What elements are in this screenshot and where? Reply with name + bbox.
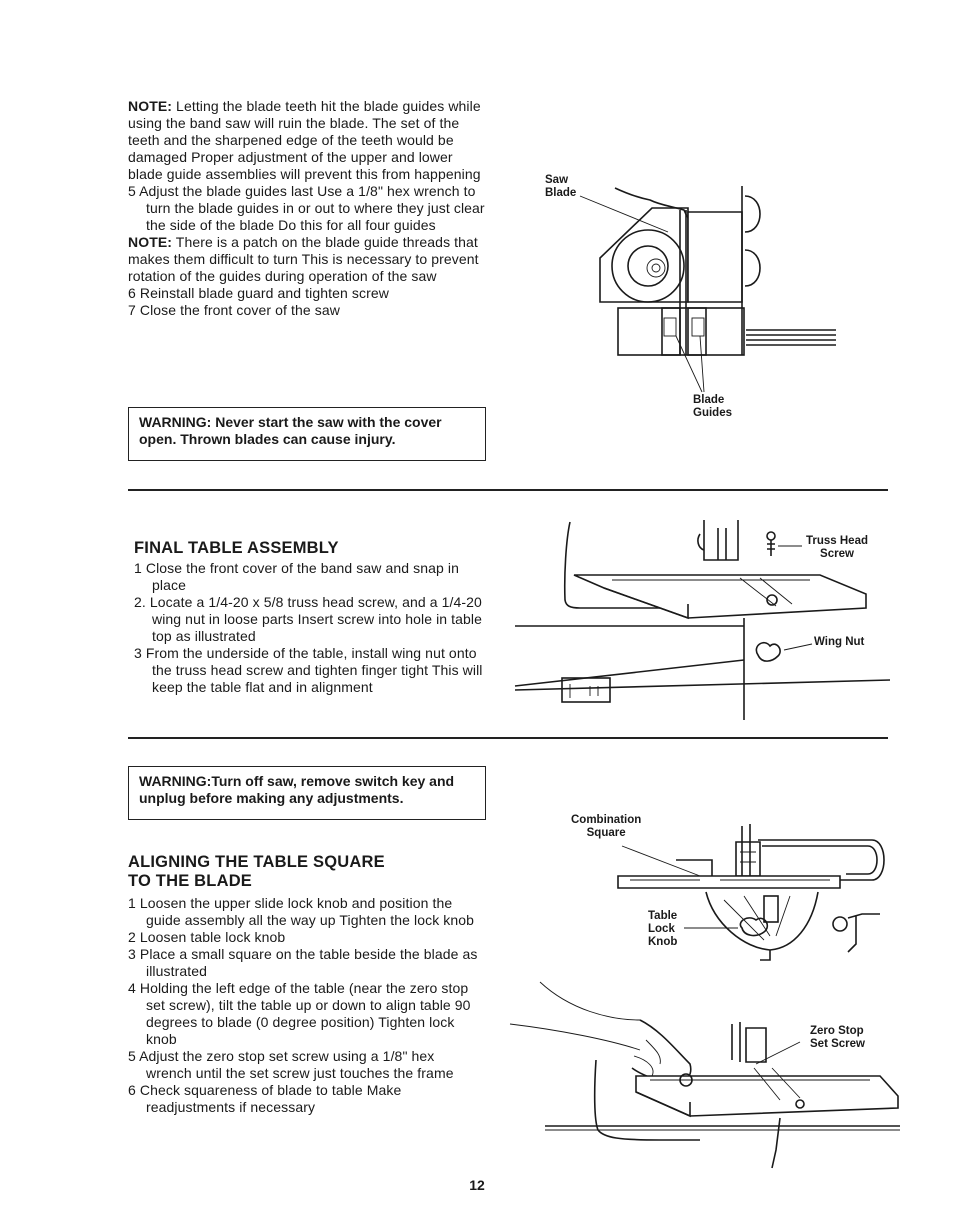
final-table-steps: [134, 560, 490, 696]
align-step-6: 6 Check squareness of blade to table Make readjustments if necessary: [128, 1082, 402, 1115]
note-blade-teeth: NOTE: Letting the blade teeth hit the blade guides while using the band saw will ruin the blade. The set of the teeth and the sharpened edge of the teeth would be damaged Proper adjustment of the upper and lower blade guide assemblies will prevent this from happening: [128, 98, 481, 182]
aligning-steps: [128, 895, 484, 1116]
table-step-2: 2. Locate a 1/4-20 x 5/8 truss head screw, and a 1/4-20 wing nut in loose parts Insert screw into hole in table top as illustrated: [134, 594, 483, 644]
align-step-3: 3 Place a small square on the table beside the blade as illustrated: [128, 946, 478, 979]
blade-guides-label: Blade Guides: [693, 394, 732, 419]
warning-cover-open: WARNING: Never start the saw with the cover open. Thrown blades can cause injury.: [128, 407, 486, 461]
truss-head-screw-label: Truss Head Screw: [806, 535, 868, 560]
section-divider-2: [128, 737, 888, 739]
table-step-3: 3 From the underside of the table, install wing nut onto the truss head screw and tighten finger tight This will keep the table flat and in alignment: [134, 645, 483, 695]
step-6-reinstall-guard: 6 Reinstall blade guard and tighten screw: [128, 285, 389, 301]
align-step-5: 5 Adjust the zero stop set screw using a 1/8" hex wrench until the set screw just touches the frame: [128, 1048, 454, 1081]
align-step-4: 4 Holding the left edge of the table (near the zero stop set screw), tilt the table up or down to align table 90 degrees to blade (0 degree position) Tighten lock knob: [128, 980, 471, 1047]
step-7-close-cover: 7 Close the front cover of the saw: [128, 302, 340, 318]
zero-stop-set-screw-label: Zero Stop Set Screw: [810, 1025, 865, 1050]
warning-switch-key: WARNING:Turn off saw, remove switch key and unplug before making any adjustments.: [128, 766, 486, 820]
top-instructions: [128, 98, 486, 319]
note-thread-patch: NOTE: There is a patch on the blade guide threads that makes them difficult to turn This is necessary to prevent rotation of the guides during operation of the saw: [128, 234, 479, 284]
wing-nut-label: Wing Nut: [814, 636, 865, 648]
step-5-adjust-guides: 5 Adjust the blade guides last Use a 1/8" hex wrench to turn the blade guides in or out to where they just clear the side of the blade Do this for all four guides: [128, 183, 485, 233]
page-number: 12: [469, 1177, 485, 1193]
aligning-heading: ALIGNING THE TABLE SQUARE TO THE BLADE: [128, 853, 385, 890]
combination-square-label: Combination Square: [571, 814, 642, 839]
table-lock-knob-label: Table Lock Knob: [648, 910, 678, 948]
align-step-2: 2 Loosen table lock knob: [128, 929, 286, 945]
align-step-1: 1 Loosen the upper slide lock knob and position the guide assembly all the way up Tighten the lock knob: [128, 895, 475, 928]
final-table-assembly-heading: FINAL TABLE ASSEMBLY: [134, 539, 339, 557]
section-divider-1: [128, 489, 888, 491]
table-step-1: 1 Close the front cover of the band saw and snap in place: [134, 560, 459, 593]
saw-blade-label: Saw Blade: [545, 174, 577, 199]
